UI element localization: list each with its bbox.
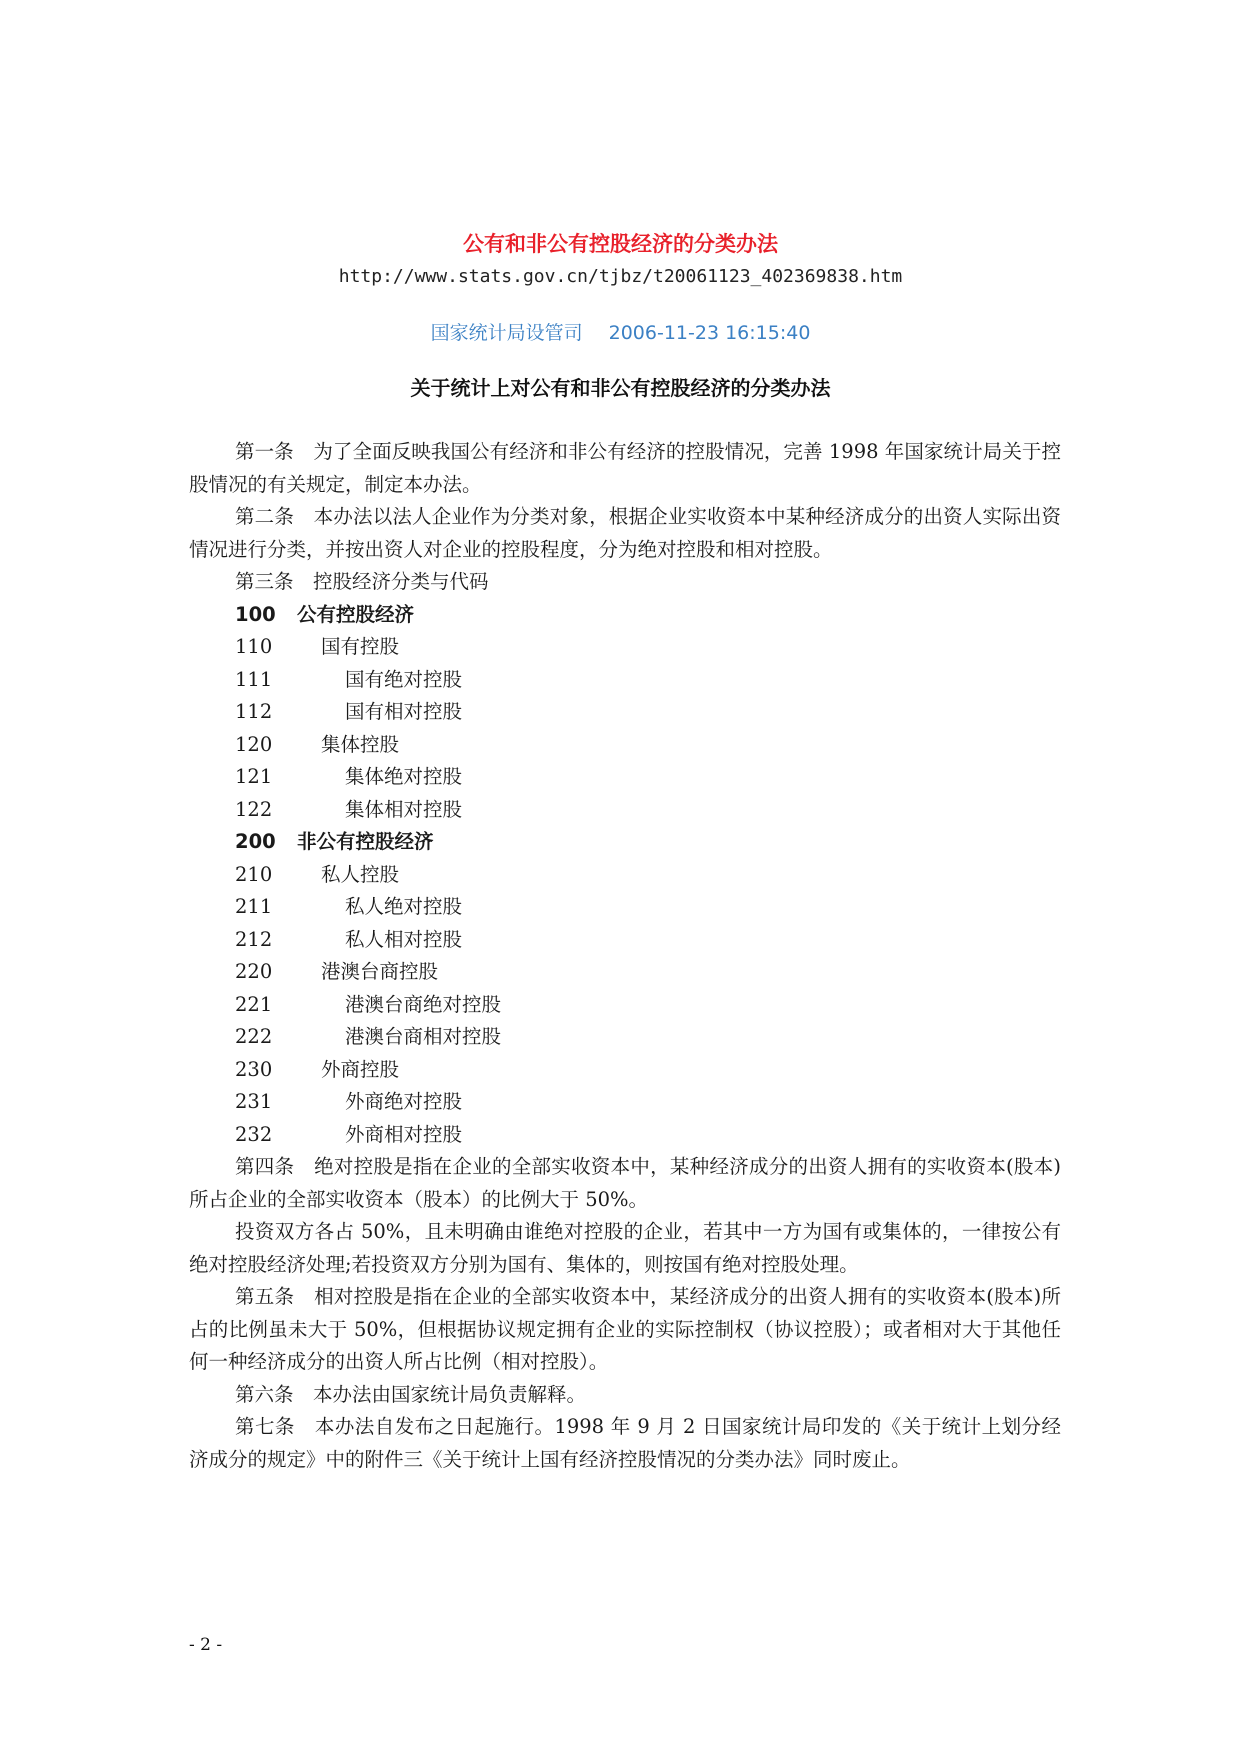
- code-number: 221: [235, 992, 273, 1016]
- article-6: 第六条 本办法由国家统计局负责解释。: [235, 1382, 587, 1406]
- document-body: [189, 436, 1061, 1476]
- article-3: 第三条 控股经济分类与代码: [235, 570, 489, 593]
- code-number: 231: [235, 1090, 273, 1113]
- code-label: 公有控股经济: [297, 602, 415, 626]
- code-label: 私人绝对控股: [345, 895, 463, 918]
- code-label: 私人相对控股: [345, 927, 463, 951]
- code-label: 外商相对控股: [345, 1122, 463, 1146]
- code-number: 120: [235, 732, 273, 756]
- article-4: 第四条 绝对控股是指在企业的全部实收资本中，某种经济成分的出资人拥有的实收资本(股本)所占企业的全部实收资本（股本）的比例大于 50%。: [189, 1155, 1061, 1211]
- code-label: 集体相对控股: [345, 797, 463, 821]
- page-number: - 2 -: [189, 1635, 223, 1655]
- source-org: 国家统计局设管司: [430, 322, 583, 344]
- code-label: 国有绝对控股: [345, 667, 463, 691]
- code-row: [189, 599, 1061, 632]
- source-line: [0, 318, 1241, 345]
- article-2: 第二条 本办法以法人企业作为分类对象，根据企业实收资本中某种经济成分的出资人实际出资情况进行分类，并按出资人对企业的控股程度，分为绝对控股和相对控股。: [189, 505, 1061, 561]
- code-number: 122: [235, 797, 273, 821]
- code-row: [189, 924, 1061, 957]
- code-number: 211: [235, 895, 273, 918]
- code-label: 集体绝对控股: [345, 765, 463, 788]
- code-label: 国有相对控股: [345, 700, 463, 723]
- code-label: 外商控股: [321, 1057, 400, 1081]
- code-row: [189, 696, 1061, 729]
- code-row: [189, 956, 1061, 989]
- document-subtitle: 关于统计上对公有和非公有控股经济的分类办法: [410, 376, 831, 400]
- code-number: 222: [235, 1025, 273, 1048]
- code-row: [189, 989, 1061, 1022]
- code-row: [189, 1119, 1061, 1152]
- code-label: 港澳台商绝对控股: [345, 992, 502, 1016]
- code-row: [189, 631, 1061, 664]
- code-number: 100: [235, 602, 276, 626]
- code-label: 私人控股: [321, 862, 400, 886]
- code-number: 212: [235, 927, 273, 951]
- article-5: 第五条 相对控股是指在企业的全部实收资本中，某经济成分的出资人拥有的实收资本(股本)所占的比例虽未大于 50%，但根据协议规定拥有企业的实际控制权（协议控股）；或者相对大于其他任何一种经济成分的出资人所占比例（相对控股）。: [189, 1285, 1061, 1373]
- code-row: [189, 891, 1061, 924]
- code-row: [189, 1054, 1061, 1087]
- code-row: [189, 826, 1061, 859]
- code-row: [189, 1086, 1061, 1119]
- code-table: [189, 599, 1061, 1152]
- code-row: [189, 794, 1061, 827]
- code-number: 121: [235, 765, 273, 788]
- code-number: 112: [235, 700, 273, 723]
- code-number: 220: [235, 960, 273, 983]
- source-datetime: 2006-11-23 16:15:40: [608, 322, 811, 344]
- code-label: 国有控股: [321, 635, 400, 658]
- code-row: [189, 729, 1061, 762]
- code-row: [189, 859, 1061, 892]
- code-number: 111: [235, 667, 273, 691]
- code-number: 232: [235, 1122, 273, 1146]
- document-title: 公有和非公有控股经济的分类办法: [463, 232, 778, 256]
- code-label: 港澳台商控股: [321, 960, 439, 983]
- code-label: 集体控股: [321, 732, 400, 756]
- code-number: 230: [235, 1057, 273, 1081]
- code-number: 110: [235, 635, 273, 658]
- article-4-supplement: 投资双方各占 50%，且未明确由谁绝对控股的企业，若其中一方为国有或集体的，一律按公有绝对控股经济处理;若投资双方分别为国有、集体的，则按国有绝对控股处理。: [189, 1220, 1061, 1276]
- code-label: 外商绝对控股: [345, 1090, 463, 1113]
- code-label: 港澳台商相对控股: [345, 1025, 502, 1048]
- article-1: 第一条 为了全面反映我国公有经济和非公有经济的控股情况，完善 1998 年国家统计局关于控股情况的有关规定，制定本办法。: [189, 440, 1061, 496]
- code-label: 非公有控股经济: [297, 830, 434, 853]
- article-7: 第七条 本办法自发布之日起施行。1998 年 9 月 2 日国家统计局印发的《关于统计上划分经济成分的规定》中的附件三《关于统计上国有经济控股情况的分类办法》同时废止。: [189, 1415, 1061, 1471]
- source-url: http://www.stats.gov.cn/tjbz/t20061123_402369838.htm: [338, 266, 903, 287]
- code-row: [189, 761, 1061, 794]
- code-row: [189, 1021, 1061, 1054]
- code-number: 210: [235, 862, 273, 886]
- code-row: [189, 664, 1061, 697]
- code-number: 200: [235, 830, 276, 853]
